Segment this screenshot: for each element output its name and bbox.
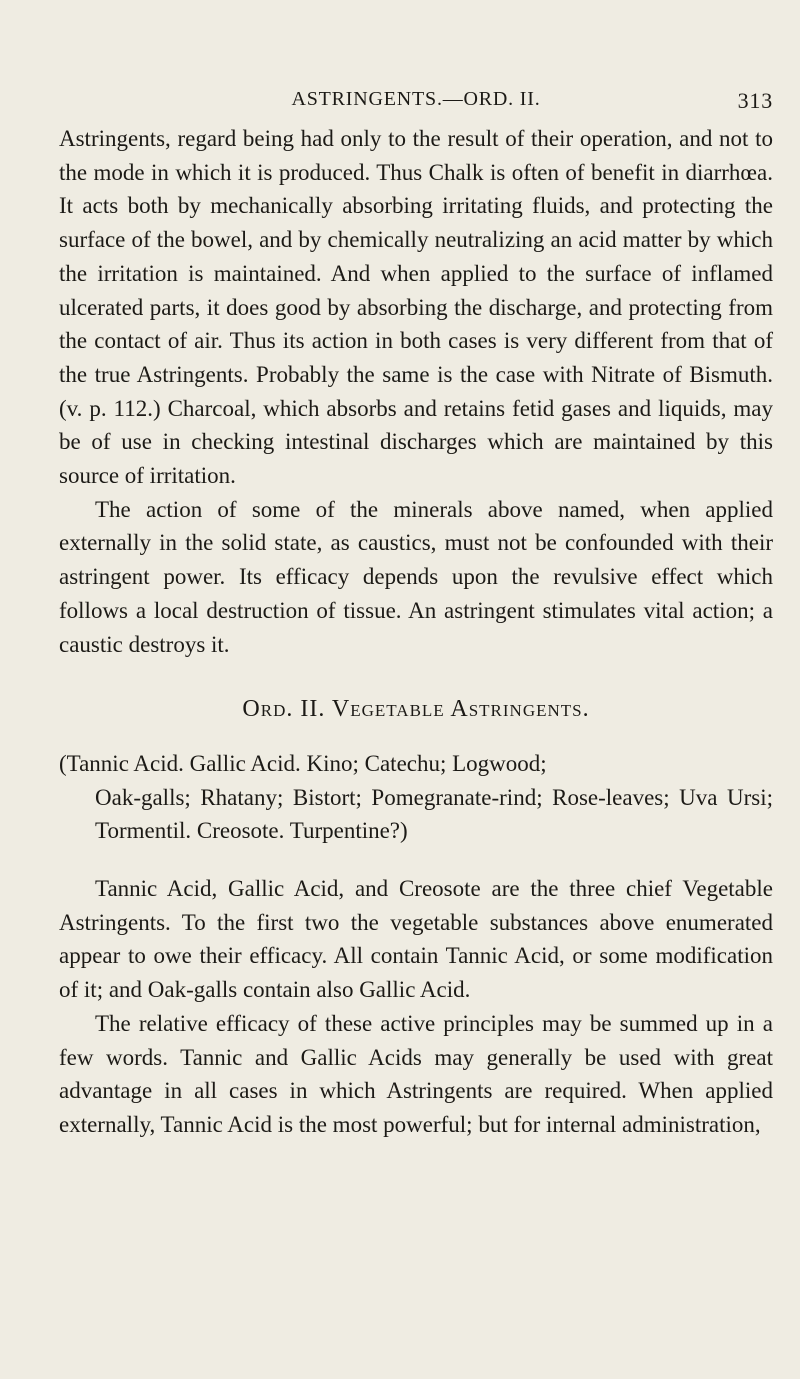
substance-list [59,747,773,848]
paragraph-relative-efficacy: The relative efficacy of these active principles may be summed up in a few words. Tannic and Gallic Acids may generally be used with great advantage in all cases in which Astringents are required. When applied externally, Tannic Acid is the most powerful; but for internal administration, [59,1010,773,1137]
running-head: ASTRINGENTS.—ORD. II. [291,88,541,110]
substance-list-line-1: (Tannic Acid. Gallic Acid. Kino; Catechu; Logwood; [59,750,547,776]
substance-list-continuation: Oak-galls; Rhatany; Bistort; Pomegranate-rind; Rose-leaves; Uva Ursi; Tormentil. Creosote. Turpentine?) [95,784,773,844]
paragraph-chalk-bismuth: Astringents, regard being had only to the result of their operation, and not to the mode in which it is produced. Thus Chalk is often of benefit in diarrhœa. It acts both by mechanically absorbing irritating fluids, and protecting the surface of the bowel, and by chemically neutralizing an acid matter by which the irritation is maintained. And when applied to the surface of inflamed ulcerated parts, it does good by absorbing the discharge, and protecting from the contact of air. Thus its action in both cases is very different from that of the true Astringents. Probably the same is the case with Nitrate of Bismuth. (v. p. 112.) Charcoal, which absorbs and retains fetid gases and liquids, may be of use in checking intestinal discharges which are maintained by this source of irritation. [59,126,773,489]
paragraph-caustics: The action of some of the minerals above named, when applied externally in the solid state, as caustics, must not be confounded with their astringent power. Its efficacy depends upon the revulsive effect which follows a local destruction of tissue. An astringent stimulates vital action; a caustic destroys it. [59,496,773,657]
page-number: 313 [737,88,773,113]
section-heading: Ord. II. Vegetable Astringents. [242,696,590,723]
page-body [59,122,773,1142]
paragraph-chief-astringents: Tannic Acid, Gallic Acid, and Creosote are the three chief Vegetable Astringents. To the first two the vegetable substances above enumerated appear to owe their efficacy. All contain Tannic Acid, or some modification of it; and Oak-galls contain also Gallic Acid. [59,876,773,1003]
page-header [59,88,773,118]
